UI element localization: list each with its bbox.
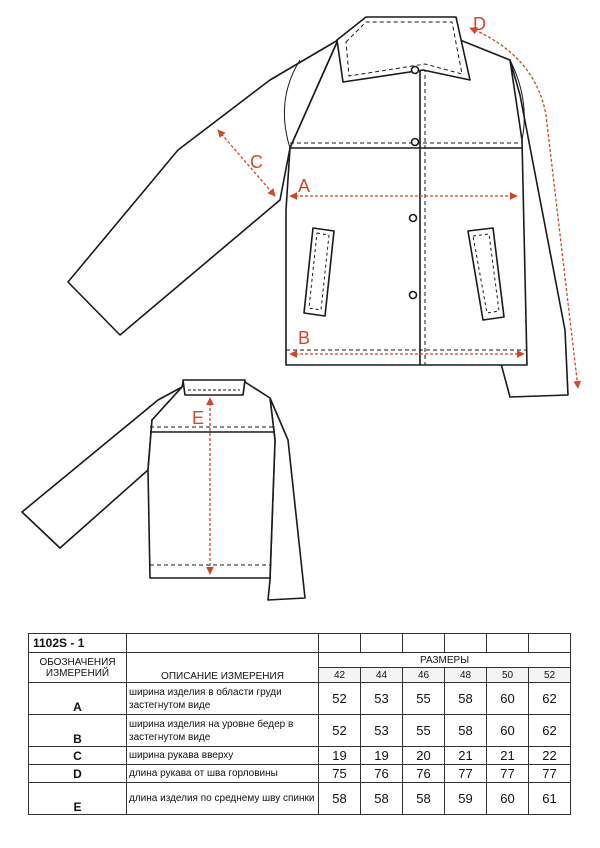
label-b: B xyxy=(298,328,311,348)
measurement-value: 76 xyxy=(403,765,445,783)
measurement-letter: A xyxy=(29,683,127,715)
measurement-value: 53 xyxy=(361,683,403,715)
measurement-value: 52 xyxy=(319,715,361,747)
model-code: 1102S - 1 xyxy=(29,634,127,653)
measurement-value: 62 xyxy=(529,715,571,747)
table-row xyxy=(29,715,571,747)
measurement-description: ширина рукава вверху xyxy=(127,747,319,765)
measurement-value: 77 xyxy=(487,765,529,783)
header-description: ОПИСАНИЕ ИЗМЕРЕНИЯ xyxy=(127,653,319,683)
measurement-value: 60 xyxy=(487,683,529,715)
measurement-value: 52 xyxy=(319,683,361,715)
size-46: 46 xyxy=(403,668,445,683)
size-42: 42 xyxy=(319,668,361,683)
table-row xyxy=(29,765,571,783)
table-row xyxy=(29,783,571,815)
back-collar xyxy=(183,380,245,395)
label-d: D xyxy=(473,14,486,34)
measurement-letter: C xyxy=(29,747,127,765)
label-a: A xyxy=(298,176,311,196)
label-c: C xyxy=(250,152,263,172)
measurement-value: 62 xyxy=(529,683,571,715)
size-50: 50 xyxy=(487,668,529,683)
label-e: E xyxy=(192,408,205,428)
measurement-value: 21 xyxy=(445,747,487,765)
header-sizes: РАЗМЕРЫ xyxy=(319,653,571,668)
measurement-value: 58 xyxy=(445,683,487,715)
measurement-value: 58 xyxy=(361,783,403,815)
back-body xyxy=(148,382,275,578)
header-designation-line2: ИЗМЕРЕНИЙ xyxy=(45,667,110,679)
measurement-description: длина рукава от шва горловины xyxy=(127,765,319,783)
measurement-value: 59 xyxy=(445,783,487,815)
measurement-value: 75 xyxy=(319,765,361,783)
measurement-value: 58 xyxy=(445,715,487,747)
measurement-value: 77 xyxy=(445,765,487,783)
size-52: 52 xyxy=(529,668,571,683)
measurement-value: 20 xyxy=(403,747,445,765)
measurement-value: 58 xyxy=(403,783,445,815)
size-chart xyxy=(28,633,570,815)
measurement-value: 21 xyxy=(487,747,529,765)
measurement-description: ширина изделия в области груди застегнутом виде xyxy=(127,683,319,715)
size-48: 48 xyxy=(445,668,487,683)
measurement-description: длина изделия по среднему шву спинки xyxy=(127,783,319,815)
jacket-front-view xyxy=(68,17,568,397)
measurement-letter: D xyxy=(29,765,127,783)
measurement-value: 76 xyxy=(361,765,403,783)
measurement-value: 19 xyxy=(361,747,403,765)
measurement-rows xyxy=(29,683,571,815)
size-44: 44 xyxy=(361,668,403,683)
measurement-value: 60 xyxy=(487,783,529,815)
measurement-value: 53 xyxy=(361,715,403,747)
header-designation xyxy=(29,653,127,683)
measurement-value: 22 xyxy=(529,747,571,765)
measurement-value: 55 xyxy=(403,715,445,747)
measurement-letter: E xyxy=(29,783,127,815)
measurement-letter: B xyxy=(29,715,127,747)
measurement-value: 58 xyxy=(319,783,361,815)
measurement-value: 77 xyxy=(529,765,571,783)
table-row xyxy=(29,747,571,765)
jacket-back-view xyxy=(22,380,305,600)
measurement-description: ширина изделия на уровне бедер в застегнутом виде xyxy=(127,715,319,747)
header-designation-line1: ОБОЗНАЧЕНИЯ xyxy=(39,656,116,668)
measurement-value: 61 xyxy=(529,783,571,815)
table-row xyxy=(29,683,571,715)
measurement-value: 19 xyxy=(319,747,361,765)
front-collar xyxy=(337,17,470,82)
measurement-value: 55 xyxy=(403,683,445,715)
size-chart-table xyxy=(28,633,571,815)
measurement-value: 60 xyxy=(487,715,529,747)
